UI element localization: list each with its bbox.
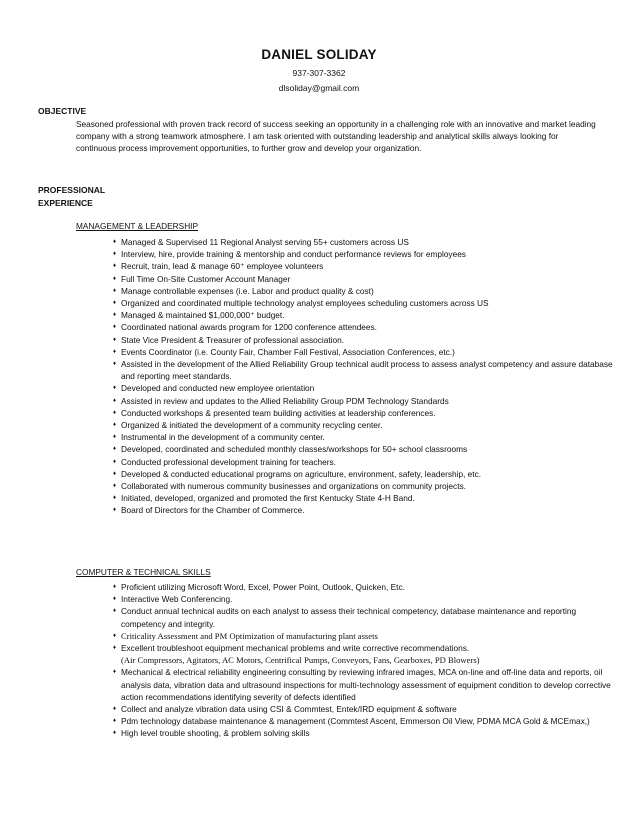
list-item: ♦ Criticality Assessment and PM Optimization of manufacturing plant assets bbox=[113, 630, 613, 642]
management-section-title: MANAGEMENT & LEADERSHIP bbox=[76, 221, 199, 231]
list-item: ♦ Organized and coordinated multiple technology analyst employees scheduling customers across US bbox=[113, 297, 613, 309]
list-item: ♦ Instrumental in the development of a community center. bbox=[113, 431, 613, 443]
list-item: ♦ Board of Directors for the Chamber of Commerce. bbox=[113, 504, 613, 516]
list-item: ♦ Manage controllable expenses (i.e. Labor and product quality & cost) bbox=[113, 285, 613, 297]
list-item: ♦ Collect and analyze vibration data using CSI & Commtest, Entek/IRD equipment & software bbox=[113, 703, 613, 715]
list-item: ♦ Collaborated with numerous community businesses and organizations on community projects. bbox=[113, 480, 613, 492]
list-item: ♦ Developed & conducted educational programs on agriculture, environment, safety, leadership, etc. bbox=[113, 468, 613, 480]
list-item: ♦ High level trouble shooting, & problem solving skills bbox=[113, 727, 613, 739]
list-item: ♦ Managed & maintained $1,000,000⁺ budget. bbox=[113, 309, 613, 321]
email-address: dlsoliday@gmail.com bbox=[278, 83, 360, 93]
list-item: ♦ Developed, coordinated and scheduled monthly classes/workshops for 50+ school classrooms bbox=[113, 443, 613, 455]
list-item: ♦ Mechanical & electrical reliability engineering consulting by reviewing infrared images, MCA on-line and off-line data and reports, oil analysis data, vibration data and ultrasound inspections for multi-technology assessment of equipment condition to develop corrective action recommendations identifying severity of defects identified bbox=[113, 666, 613, 703]
list-item-text: ♦ Excellent troubleshoot equipment mechanical problems and write corrective recommendations. bbox=[121, 643, 470, 654]
list-item bbox=[113, 642, 613, 666]
list-item: ♦ Interactive Web Conferencing. bbox=[113, 593, 613, 605]
list-item: ♦ Developed and conducted new employee orientation bbox=[113, 382, 613, 394]
list-item: ♦ Coordinated national awards program for 1200 conference attendees. bbox=[113, 321, 613, 333]
list-item: ♦ Events Coordinator (i.e. County Fair, Chamber Fall Festival, Association Conferences, etc.) bbox=[113, 346, 613, 358]
experience-heading-line1: PROFESSIONAL bbox=[38, 185, 106, 195]
objective-heading: OBJECTIVE bbox=[38, 106, 87, 116]
experience-heading bbox=[38, 184, 105, 209]
phone-number: 937-307-3362 bbox=[292, 68, 346, 78]
list-item: ♦ Pdm technology database maintenance & management (Commtest Ascent, Emmerson Oil View, PDMA MCA Gold & MCEmax,) bbox=[113, 715, 613, 727]
list-item: ♦ Conducted workshops & presented team building activities at leadership conferences. bbox=[113, 407, 613, 419]
list-item: ♦ Assisted in review and updates to the Allied Reliability Group PDM Technology Standards bbox=[113, 395, 613, 407]
list-item: ♦ Initiated, developed, organized and promoted the first Kentucky State 4-H Band. bbox=[113, 492, 613, 504]
list-item: ♦ State Vice President & Treasurer of professional association. bbox=[113, 334, 613, 346]
list-item: ♦ Interview, hire, provide training & mentorship and conduct performance reviews for employees bbox=[113, 248, 613, 260]
management-list bbox=[113, 236, 613, 517]
experience-heading-line2: EXPERIENCE bbox=[38, 197, 93, 208]
list-item: ♦ Managed & Supervised 11 Regional Analyst serving 55+ customers across US bbox=[113, 236, 613, 248]
list-item: ♦ Proficient utilizing Microsoft Word, Excel, Power Point, Outlook, Quicken, Etc. bbox=[113, 581, 613, 593]
candidate-name: DANIEL SOLIDAY bbox=[261, 47, 377, 62]
technical-section-title: COMPUTER & TECHNICAL SKILLS bbox=[76, 567, 211, 577]
list-item: ♦ Recruit, train, lead & manage 60⁺ employee volunteers bbox=[113, 260, 613, 272]
list-item: ♦ Conduct annual technical audits on each analyst to assess their technical competency, database maintenance and reporting competency and integrity. bbox=[113, 605, 613, 629]
objective-text: Seasoned professional with proven track record of success seeking an opportunity in a challenging role with an innovative and market leading company with a strong teamwork atmosphere. I am task oriented with outstanding leadership and analytical skills always looking for continuous process improvement opportunities, to further grow and develop your organization. bbox=[76, 119, 596, 154]
list-item: ♦ Conducted professional development training for teachers. bbox=[113, 456, 613, 468]
technical-list bbox=[113, 581, 613, 740]
list-item: ♦ Full Time On-Site Customer Account Manager bbox=[113, 273, 613, 285]
list-item: ♦ Assisted in the development of the Allied Reliability Group technical audit process to assess analyst competency and assure database and reporting meet standards. bbox=[113, 358, 613, 382]
equipment-list: (Air Compressors, Agitators, AC Motors, Centrifical Pumps, Conveyors, Fans, Gearboxes, PD Blowers) bbox=[121, 655, 480, 666]
list-item: ♦ Organized & initiated the development of a community recycling center. bbox=[113, 419, 613, 431]
